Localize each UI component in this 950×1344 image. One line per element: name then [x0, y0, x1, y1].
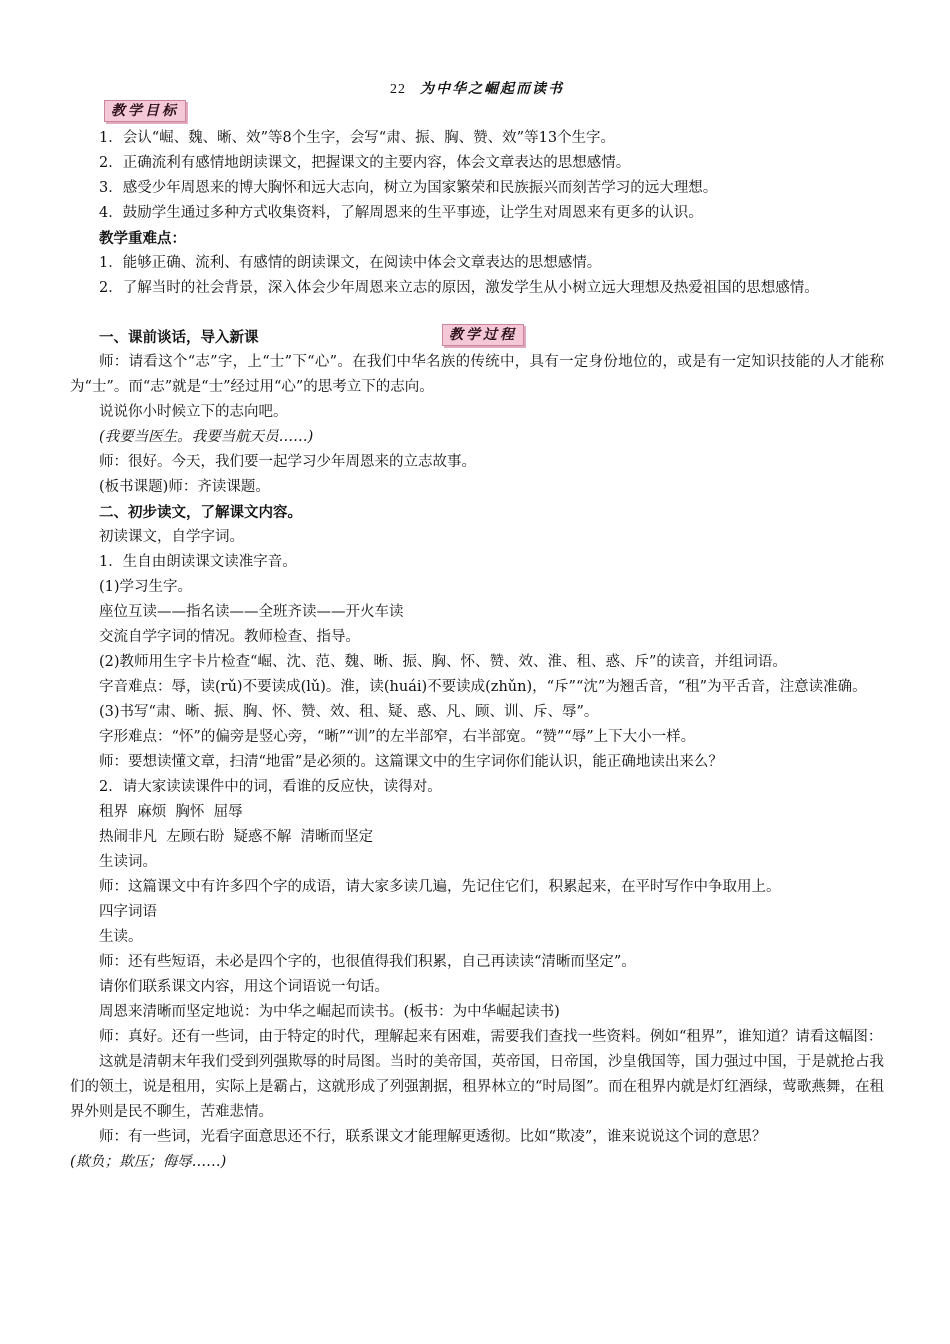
document-body — [70, 126, 884, 1175]
paragraph: 师：请看这个“志”字，上“士”下“心”。在我们中华名族的传统中，具有一定身份地位的，或是有一定知识技能的人才能称为“士”。而“志”就是“士”经过用“心”的思考立下的志向。 — [70, 354, 884, 395]
paragraph: 请你们联系课文内容，用这个词语说一句话。 — [99, 979, 389, 995]
paragraph: 师：很好。今天，我们要一起学习少年周恩来的立志故事。 — [99, 454, 476, 470]
paragraph: 字音难点：辱，读(rǔ)不要读成(lǔ)。淮，读(huái)不要读成(zhǔn)，“斥”“沈”为翘舌音，“租”为平舌音，注意读准确。 — [99, 679, 867, 695]
teaching-goals-badge: 教学目标 — [104, 100, 186, 122]
section-heading: 二、初步读文，了解课文内容。 — [99, 504, 302, 521]
paragraph: 座位互读——指名读——全班齐读——开火车读 — [99, 604, 404, 620]
goal-item: 3．感受少年周恩来的博大胸怀和远大志向，树立为国家繁荣和民族振兴而刻苦学习的远大理想。 — [99, 180, 718, 196]
goal-item: 1．会认“崛、魏、晰、效”等8个生字，会写“肃、振、胸、赞、效”等13个生字。 — [99, 130, 616, 146]
lesson-title-text: 为中华之崛起而读书 — [420, 81, 564, 97]
paragraph: 四字词语 — [99, 904, 157, 920]
goal-item: 4．鼓励学生通过多种方式收集资料，了解周恩来的生平事迹，让学生对周恩来有更多的认识。 — [99, 205, 703, 221]
key-point-item: 2．了解当时的社会背景，深入体会少年周恩来立志的原因，激发学生从小树立远大理想及热爱祖国的思想感情。 — [99, 280, 819, 296]
teaching-process-badge: 教学过程 — [442, 324, 524, 346]
key-point-item: 1．能够正确、流利、有感情的朗读课文，在阅读中体会文章表达的思想感情。 — [99, 255, 602, 271]
paragraph: (我要当医生。我要当航天员……) — [99, 429, 314, 445]
section-heading: 一、课前谈话，导入新课 — [99, 329, 259, 346]
paragraph: 2．请大家读读课件中的词，看谁的反应快，读得对。 — [99, 779, 442, 795]
goal-item: 2．正确流利有感情地朗读课文，把握课文的主要内容，体会文章表达的思想感情。 — [99, 155, 631, 171]
paragraph: 交流自学字词的情况。教师检查、指导。 — [99, 629, 360, 645]
paragraph: 生读。 — [99, 929, 143, 945]
badge-spacer — [70, 301, 884, 325]
paragraph: 师：有一些词，光看字面意思还不行，联系课文才能理解更透彻。比如“欺凌”，谁来说说这个词的意思？ — [99, 1129, 767, 1145]
paragraph: 师：要想读懂文章，扫清“地雷”是必须的。这篇课文中的生字词你们能认识，能正确地读出来么？ — [99, 754, 723, 770]
paragraph: 初读课文，自学字词。 — [99, 529, 244, 545]
paragraph: (3)书写“肃、晰、振、胸、怀、赞、效、租、疑、惑、凡、顾、训、斥、辱”。 — [99, 704, 599, 720]
paragraph: 这就是清朝末年我们受到列强欺辱的时局图。当时的美帝国，英帝国，日帝国，沙皇俄国等，国力强过中国，于是就抢占我们的领土，说是租用，实际上是霸占，这就形成了列强割据，租界林立的“时局图”。而在租界内就是灯红酒绿，莺歌燕舞，在租界外则是民不聊生，苦难悲情。 — [70, 1054, 884, 1120]
paragraph: (欺负；欺压；侮辱……) — [70, 1154, 227, 1170]
paragraph: 字形难点：“怀”的偏旁是竖心旁，“晰”“训”的左半部窄，右半部宽。“赞”“辱”上下大小一样。 — [99, 729, 696, 745]
paragraph: (2)教师用生字卡片检查“崛、沈、范、魏、晰、振、胸、怀、赞、效、淮、租、惑、斥”的读音，并组词语。 — [99, 654, 787, 670]
paragraph: 生读词。 — [99, 854, 157, 870]
key-points-heading: 教学重难点： — [99, 230, 186, 247]
word-list: 热闹非凡 左顾右盼 疑惑不解 清晰而坚定 — [99, 829, 374, 845]
paragraph: 师：这篇课文中有许多四个字的成语，请大家多读几遍，先记住它们，积累起来，在平时写作中争取用上。 — [99, 879, 781, 895]
paragraph: 说说你小时候立下的志向吧。 — [99, 404, 288, 420]
lesson-number: 22 — [390, 82, 406, 97]
paragraph: (1)学习生字。 — [99, 579, 193, 595]
paragraph: 师：还有些短语，未必是四个字的，也很值得我们积累，自己再读读“清晰而坚定”。 — [99, 954, 636, 970]
paragraph: 师：真好。还有一些词，由于特定的时代，理解起来有困难，需要我们查找一些资料。例如“租界”，谁知道？请看这幅图： — [99, 1029, 883, 1045]
paragraph: 周恩来清晰而坚定地说：为中华之崛起而读书。(板书：为中华崛起读书) — [99, 1004, 560, 1020]
word-list: 租界 麻烦 胸怀 屈辱 — [99, 804, 243, 820]
paragraph: 1．生自由朗读课文读准字音。 — [99, 554, 297, 570]
lesson-title — [70, 78, 884, 98]
paragraph: (板书课题)师：齐读课题。 — [99, 479, 270, 495]
